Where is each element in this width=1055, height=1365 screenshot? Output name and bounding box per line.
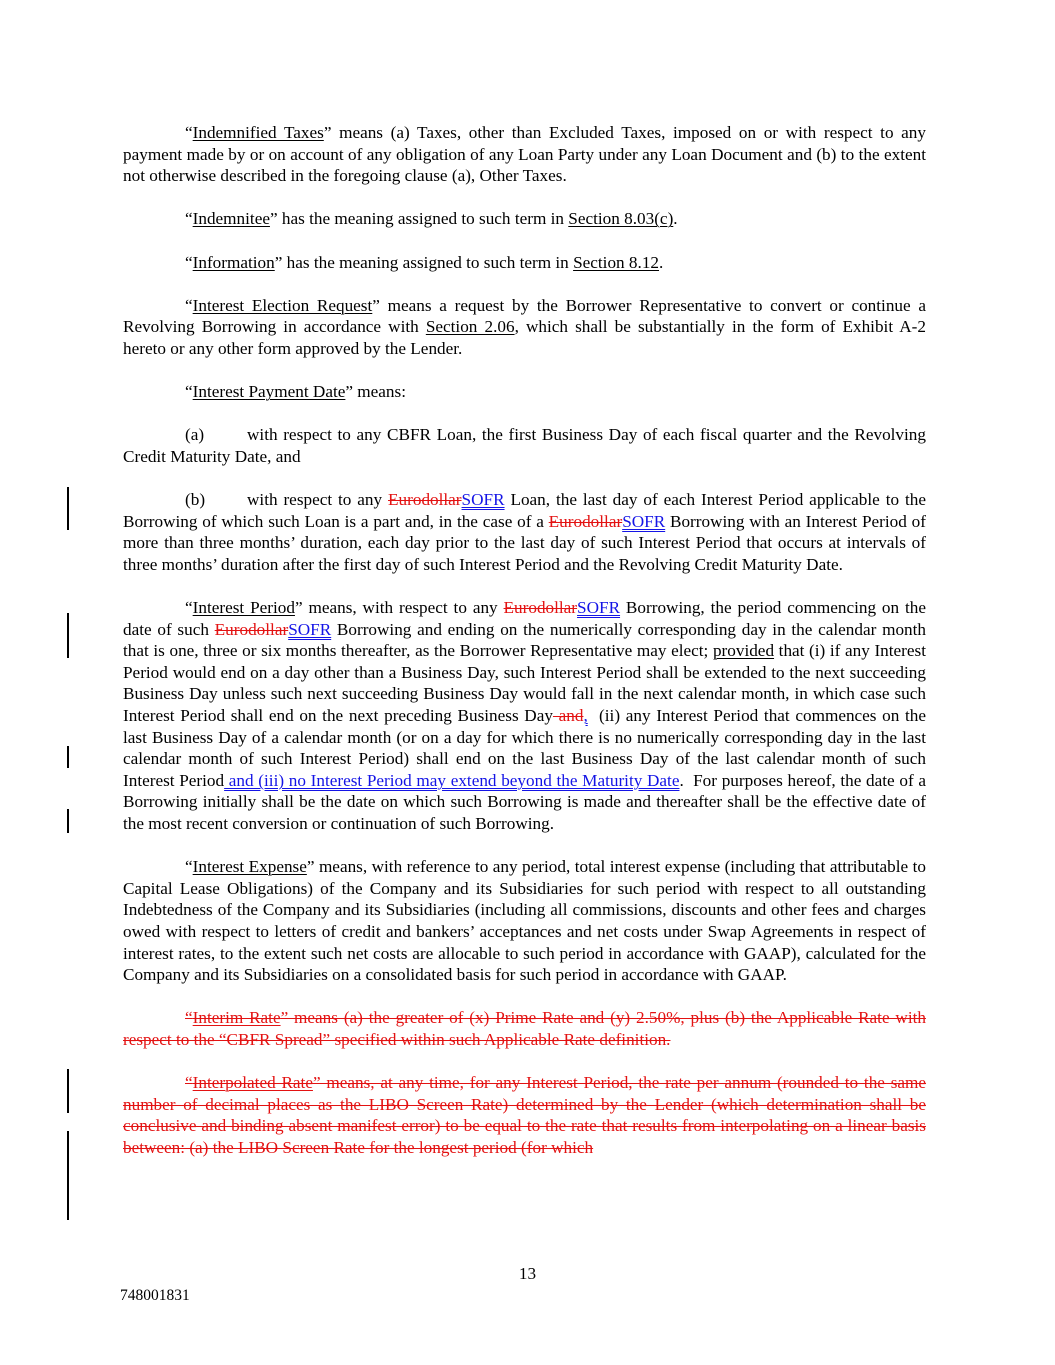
text-run: , which shall be substantially in the form of Exhibit A-2 hereto or any other form approved by the Lender. [123,317,926,358]
definition-interpolated-rate-deleted [123,1072,926,1158]
text-run: Borrowing, the period commencing on the date of such [123,598,927,639]
defined-term: Interest Election Request [192,295,373,315]
inserted-text: and (iii) no Interest Period may extend beyond the Maturity Date [224,770,680,790]
text-run: (ii) any Interest Period that commences on the last Business Day of a calendar month (or on a day for which there is no numerically corresponding day in the last calendar month of such Interest Period) shall end on the last Business Day of the last calendar month of such Interest Period [123,706,927,790]
deleted-text: Interim Rate [192,1008,281,1028]
defined-term: Interest Payment Date [192,382,346,402]
defined-term: Section 8.03(c) [568,209,674,229]
deleted-text: “ [185,1008,193,1028]
text-run: . [673,209,678,229]
revision-change-bar [67,613,69,658]
clause-label: (a) [185,425,205,445]
text-run: with respect to any CBFR Loan, the first Business Day of each fiscal quarter and the Revolving Credit Maturity Date, and [123,425,926,466]
inserted-text: SOFR [577,598,621,618]
text-run: ” means, with reference to any period, total interest expense (including that attributable to Capital Lease Obligations) of the Company and its Subsidiaries for such period with respect to all outstanding Indebtedness of the Company and its Subsidiaries (including all commissions, discounts and other fees and charges owed with respect to letters of credit and bankers’ acceptances and net costs under Swap Agreements in respect of interest rates, to the extent such net costs are allocable to such period in accordance with GAAP), calculated for the Company and its Subsidiaries on a consolidated basis for such period in accordance with GAAP. [123,857,926,985]
text-run: ” means (a) Taxes, other than Excluded Taxes, imposed on or with respect to any payment made by or on account of any obligation of any Loan Party under any Loan Document and (b) to the extent not otherwise described in the foregoing clause (a), Other Taxes. [123,123,926,186]
document-body [123,122,926,1180]
revision-change-bar [67,487,69,530]
definition-indemnitee [123,208,926,230]
text-run: Borrowing and ending on the numerically corresponding day in the calendar month that is one, three or six months thereafter, as the Borrower Representative may elect; [123,619,926,661]
interest-payment-date-clause-a [123,424,926,467]
text-run: . [659,252,664,272]
deleted-text: Interpolated Rate [192,1073,313,1093]
defined-term: Section 2.06 [425,317,515,337]
interest-payment-date-clause-b [123,489,926,575]
text-run: ” has the meaning assigned to such term in [269,209,569,229]
text-run: “ [185,295,193,315]
deleted-text: ” means (a) the greater of (x) Prime Rate and (y) 2.50%, plus (b) the Applicable Rate with respect to the “CBFR Spread” specified within such Applicable Rate definition. [123,1008,926,1049]
inserted-text: SOFR [288,619,332,639]
deleted-text: “ [185,1073,193,1093]
text-run: that (i) if any Interest Period would end on a day other than a Business Day, such Interest Period shall be extended to the next succeeding Business Day unless such next succeeding Business Day would fall in the next calendar month, in which case such Interest Period shall end on the next preceding Business Day [123,641,926,726]
defined-term: Indemnitee [192,209,270,229]
text-run: “ [185,123,193,142]
text-run: ” means a request by the Borrower Representative to convert or continue a Revolving Borrowing in accordance with [123,295,926,337]
deleted-text: Eurodollar [214,619,289,639]
page-number: 13 [518,1264,537,1283]
definition-information [123,252,926,274]
text-run: ” means, with respect to any [294,598,504,618]
revision-change-bar [67,1131,69,1220]
text-run: . For purposes hereof, the date of a Borrowing initially shall be the date on which such Borrowing is made and thereafter shall be the effective date of the most recent conversion or continuation of such Borrowing. [123,770,926,833]
inserted-text: , [583,706,588,726]
revision-change-bar [67,809,69,833]
inserted-text: SOFR [461,490,505,510]
deleted-text: Eurodollar [388,490,462,510]
text-run: ” has the meaning assigned to such term in [274,252,574,272]
text-run: Borrowing with an Interest Period of more than three months’ duration, each day prior to the last day of such Interest Period that occurs at intervals of three months’ duration after the first day of such Interest Period and the Revolving Credit Maturity Date. [123,511,926,574]
defined-term: provided [712,641,775,661]
defined-term: Interest Period [192,598,295,618]
deleted-text: Eurodollar [548,511,623,531]
definition-interest-payment-date [123,381,926,403]
text-run: with respect to any [247,490,389,510]
inserted-text: SOFR [622,511,666,531]
definition-interest-expense [123,856,926,986]
document-id-footer: 748001831 [120,1287,190,1304]
text-run: “ [185,598,193,618]
definition-indemnified-taxes [123,122,926,187]
definition-interim-rate-deleted [123,1007,926,1050]
text-run: “ [185,857,193,877]
defined-term: Section 8.12 [573,252,660,272]
text-run: Loan, the last day of each Interest Period applicable to the Borrowing of which such Loan is a part and, in the case of a [123,490,926,531]
deleted-text: ” means, at any time, for any Interest Period, the rate per annum (rounded to the same number of decimal places as the LIBO Screen Rate) determined by the Lender (which determination shall be conclusive and binding absent manifest error) to be equal to the rate that results from interpolating on a linear basis between: (a) the LIBO Screen Rate for the longest period (for which [123,1073,927,1157]
text-run: “ [185,382,193,402]
text-run: “ [185,252,193,272]
definition-interest-election-request [123,295,926,360]
deleted-text: and [552,706,584,726]
defined-term: Information [192,252,275,272]
text-run: ” means: [345,382,406,402]
clause-label: (b) [185,490,206,510]
definition-interest-period [123,597,926,835]
revision-change-bar [67,1069,69,1113]
revision-change-bar [67,746,69,768]
deleted-text: Eurodollar [503,598,578,618]
defined-term: Interest Expense [192,857,307,877]
text-run: “ [185,209,193,229]
defined-term: Indemnified Taxes [192,123,324,142]
